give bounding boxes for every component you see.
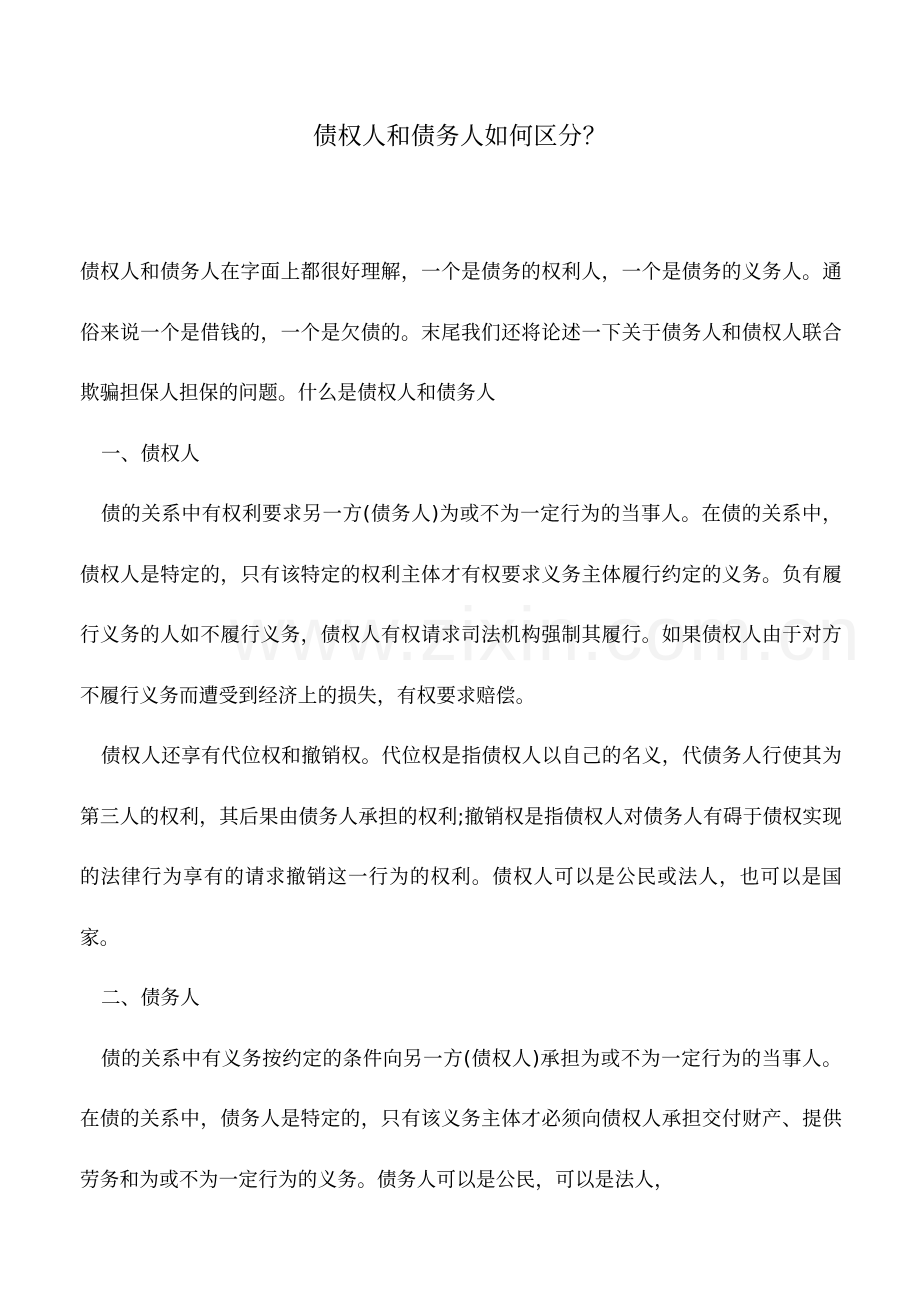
creditor-paragraph-2: 债权人还享有代位权和撤销权。代位权是指债权人以自己的名义，代债务人行使其为第三人的权利，其后果由债务人承担的权利;撤销权是指债权人对债务人有碍于债权实现的法律行为享有的请求撤销这一行为的权利。债权人可以是公民或法人，也可以是国家。 <box>80 744 842 949</box>
document-title: 债权人和债务人如何区分？ <box>313 122 607 150</box>
creditor-paragraph-1: 债的关系中有权利要求另一方(债务人)为或不为一定行为的当事人。在债的关系中，债权人是特定的，只有该特定的权利主体才有权要求义务主体履行约定的义务。负有履行义务的人如不履行义务，债权人有权请求司法机构强制其履行。如果债权人由于对方不履行义务而遭受到经济上的损失，有权要求赔偿。 <box>80 502 842 707</box>
debtor-paragraph-1: 债的关系中有义务按约定的条件向另一方(债权人)承担为或不为一定行为的当事人。在债的关系中，债务人是特定的，只有该义务主体才必须向债权人承担交付财产、提供劳务和为或不为一定行为的义务。债务人可以是公民，可以是法人， <box>80 1046 842 1191</box>
section-heading-debtor: 二、债务人 <box>101 986 201 1009</box>
section-heading-creditor: 一、债权人 <box>101 441 201 465</box>
document-body <box>80 242 842 1210</box>
intro-paragraph: 债权人和债务人在字面上都很好理解，一个是债务的权利人，一个是债务的义务人。通俗来说一个是借钱的，一个是欠债的。末尾我们还将论述一下关于债务人和债权人联合欺骗担保人担保的问题。什么是债权人和债务人 <box>80 260 842 404</box>
